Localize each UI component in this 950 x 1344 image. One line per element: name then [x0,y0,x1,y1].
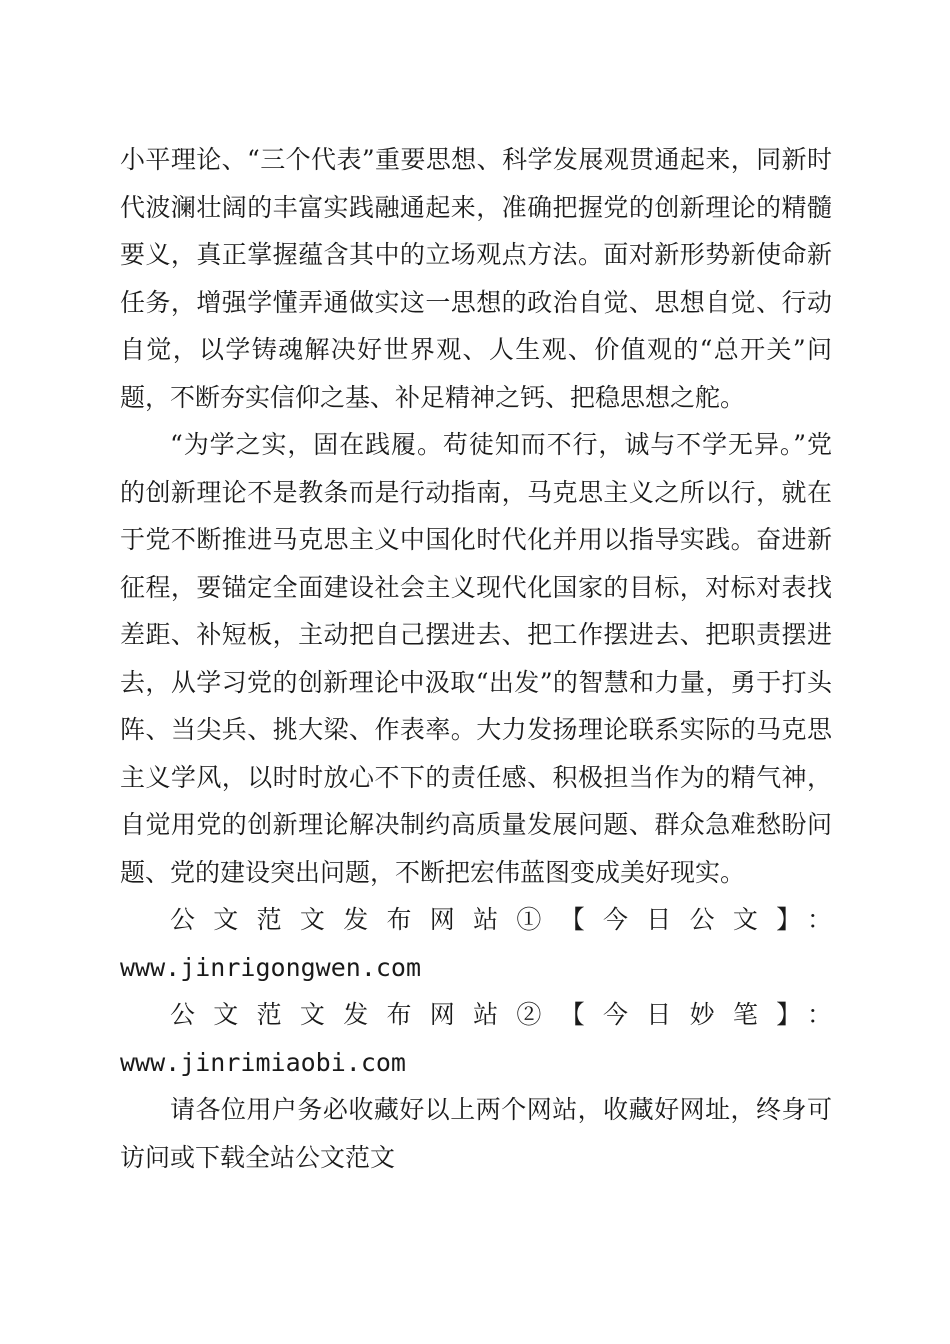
site-notice-2 [120,991,832,1086]
paragraph-practice: “为学之实，固在践履。苟徒知而不行，诚与不学无异。”党的创新理论不是教条而是行动指南，马克思主义之所以行，就在于党不断推进马克思主义中国化时代化并用以指导实践。奋进新征程，要锚定全面建设社会主义现代化国家的目标，对标对表找差距、补短板，主动把自己摆进去、把工作摆进去、把职责摆进去，从学习党的创新理论中汲取“出发”的智慧和力量，勇于打头阵、当尖兵、挑大梁、作表率。大力发扬理论联系实际的马克思主义学风，以时时放心不下的责任感、积极担当作为的精气神，自觉用党的创新理论解决制约高质量发展问题、群众急难愁盼问题、党的建设突出问题，不断把宏伟蓝图变成美好现实。 [120,430,832,887]
site1-label: 公文范文发布网站①【今日公文】： [170,905,832,934]
site2-label: 公文范文发布网站②【今日妙笔】： [170,1000,832,1029]
site-notice-1 [120,896,832,991]
site2-url: www.jinrimiaobi.com [120,1047,406,1077]
bookmark-notice: 请各位用户务必收藏好以上两个网站，收藏好网址，终身可访问或下载全站公文范文 [120,1095,832,1172]
document-body [120,136,832,1181]
site1-url: www.jinrigongwen.com [120,952,422,982]
paragraph-continuation: 小平理论、“三个代表”重要思想、科学发展观贯通起来，同新时代波澜壮阔的丰富实践融通起来，准确把握党的创新理论的精髓要义，真正掌握蕴含其中的立场观点方法。面对新形势新使命新任务，增强学懂弄通做实这一思想的政治自觉、思想自觉、行动自觉，以学铸魂解决好世界观、人生观、价值观的“总开关”问题，不断夯实信仰之基、补足精神之钙、把稳思想之舵。 [120,145,832,412]
